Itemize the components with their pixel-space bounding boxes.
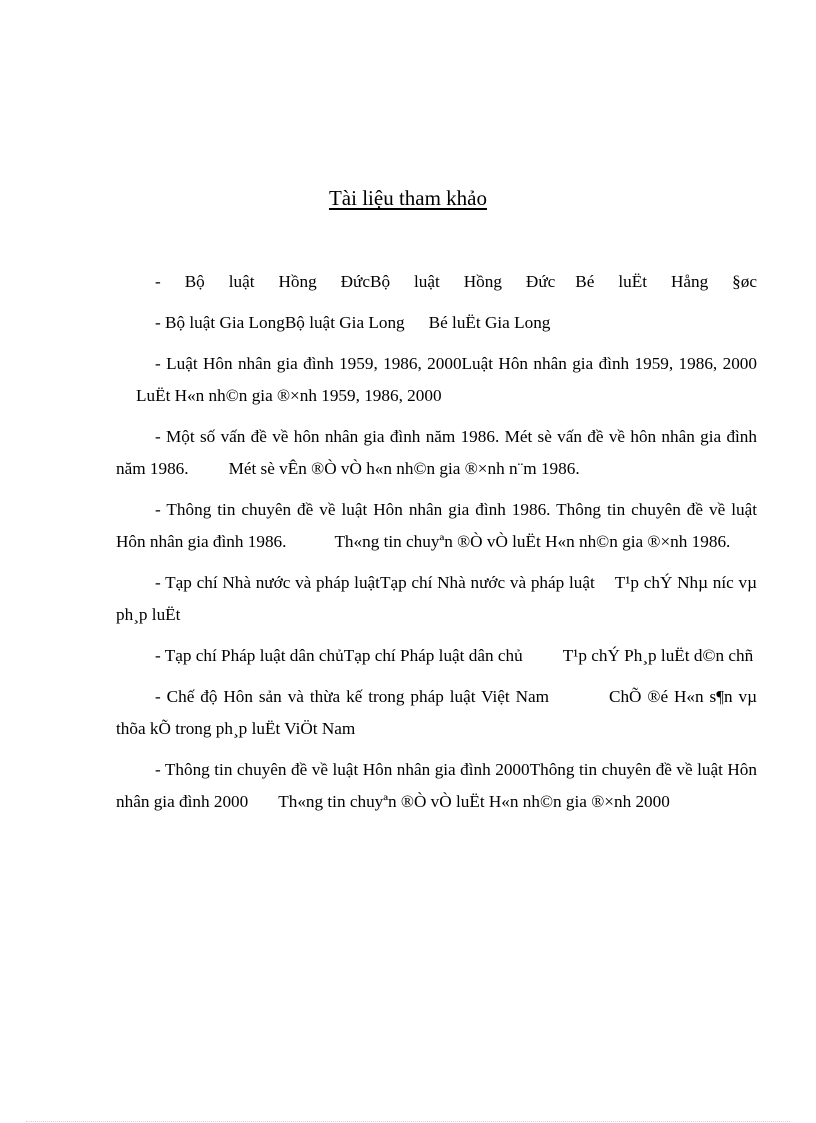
reference-title: - Tạp chí Nhà nước và pháp luậtTạp chí Nhà nước và pháp luật <box>155 573 595 592</box>
reference-legacy-text: Bé luËt Gia Long <box>428 313 551 332</box>
reference-title: - Bộ luật Hồng ĐứcBộ luật Hồng Đức <box>155 272 556 291</box>
reference-item <box>116 567 757 631</box>
reference-legacy-text: Th«ng tin chuyªn ®Ò vÒ luËt H«n nh©n gia ®×nh 2000 <box>278 792 670 811</box>
reference-item <box>116 754 757 818</box>
reference-legacy-text: LuËt H«n nh©n gia ®×nh 1959, 1986, 2000 <box>136 386 442 405</box>
reference-title: - Tạp chí Pháp luật dân chủTạp chí Pháp luật dân chủ <box>155 646 523 665</box>
reference-legacy-text: ChÕ ®é H«n s¶n vµ thõa kÕ trong ph¸p luËt ViÖt Nam <box>116 687 757 738</box>
reference-list <box>116 266 757 827</box>
reference-title: - Thông tin chuyên đề về luật Hôn nhân gia đình 1986. Thông tin chuyên đề về luật Hôn nhân gia đình 1986. <box>116 500 757 551</box>
reference-legacy-text: Th«ng tin chuyªn ®Ò vÒ luËt H«n nh©n gia ®×nh 1986. <box>334 532 731 551</box>
reference-item <box>116 421 757 485</box>
page-footer-divider <box>26 1121 790 1122</box>
reference-legacy-text: Bé luËt Hång §øc <box>575 272 757 291</box>
reference-item <box>116 494 757 558</box>
reference-title: - Một số vấn đề về hôn nhân gia đình năm 1986. Mét sè vấn đề về hôn nhân gia đình năm 1986. <box>116 427 757 478</box>
reference-item <box>116 307 757 339</box>
reference-legacy-text: T¹p chÝ Nhµ níc vµ ph¸p luËt <box>116 573 757 624</box>
reference-item <box>116 266 757 298</box>
reference-item <box>116 681 757 745</box>
reference-title: - Bộ luật Gia LongBộ luật Gia Long <box>155 313 405 332</box>
reference-title: - Luật Hôn nhân gia đình 1959, 1986, 2000Luật Hôn nhân gia đình 1959, 1986, 2000 <box>155 354 757 373</box>
reference-title: - Chế độ Hôn sản và thừa kế trong pháp luật Việt Nam <box>155 687 549 706</box>
reference-item <box>116 348 757 412</box>
reference-legacy-text: T¹p chÝ Ph¸p luËt d©n chñ <box>562 646 754 665</box>
reference-item <box>116 640 757 672</box>
reference-legacy-text: Mét sè vÊn ®Ò vÒ h«n nh©n gia ®×nh n¨m 1986. <box>228 459 580 478</box>
reference-title: - Thông tin chuyên đề về luật Hôn nhân gia đình 2000Thông tin chuyên đề về luật Hôn nhân gia đình 2000 <box>116 760 757 811</box>
page-title: Tài liệu tham khảo <box>328 186 488 210</box>
